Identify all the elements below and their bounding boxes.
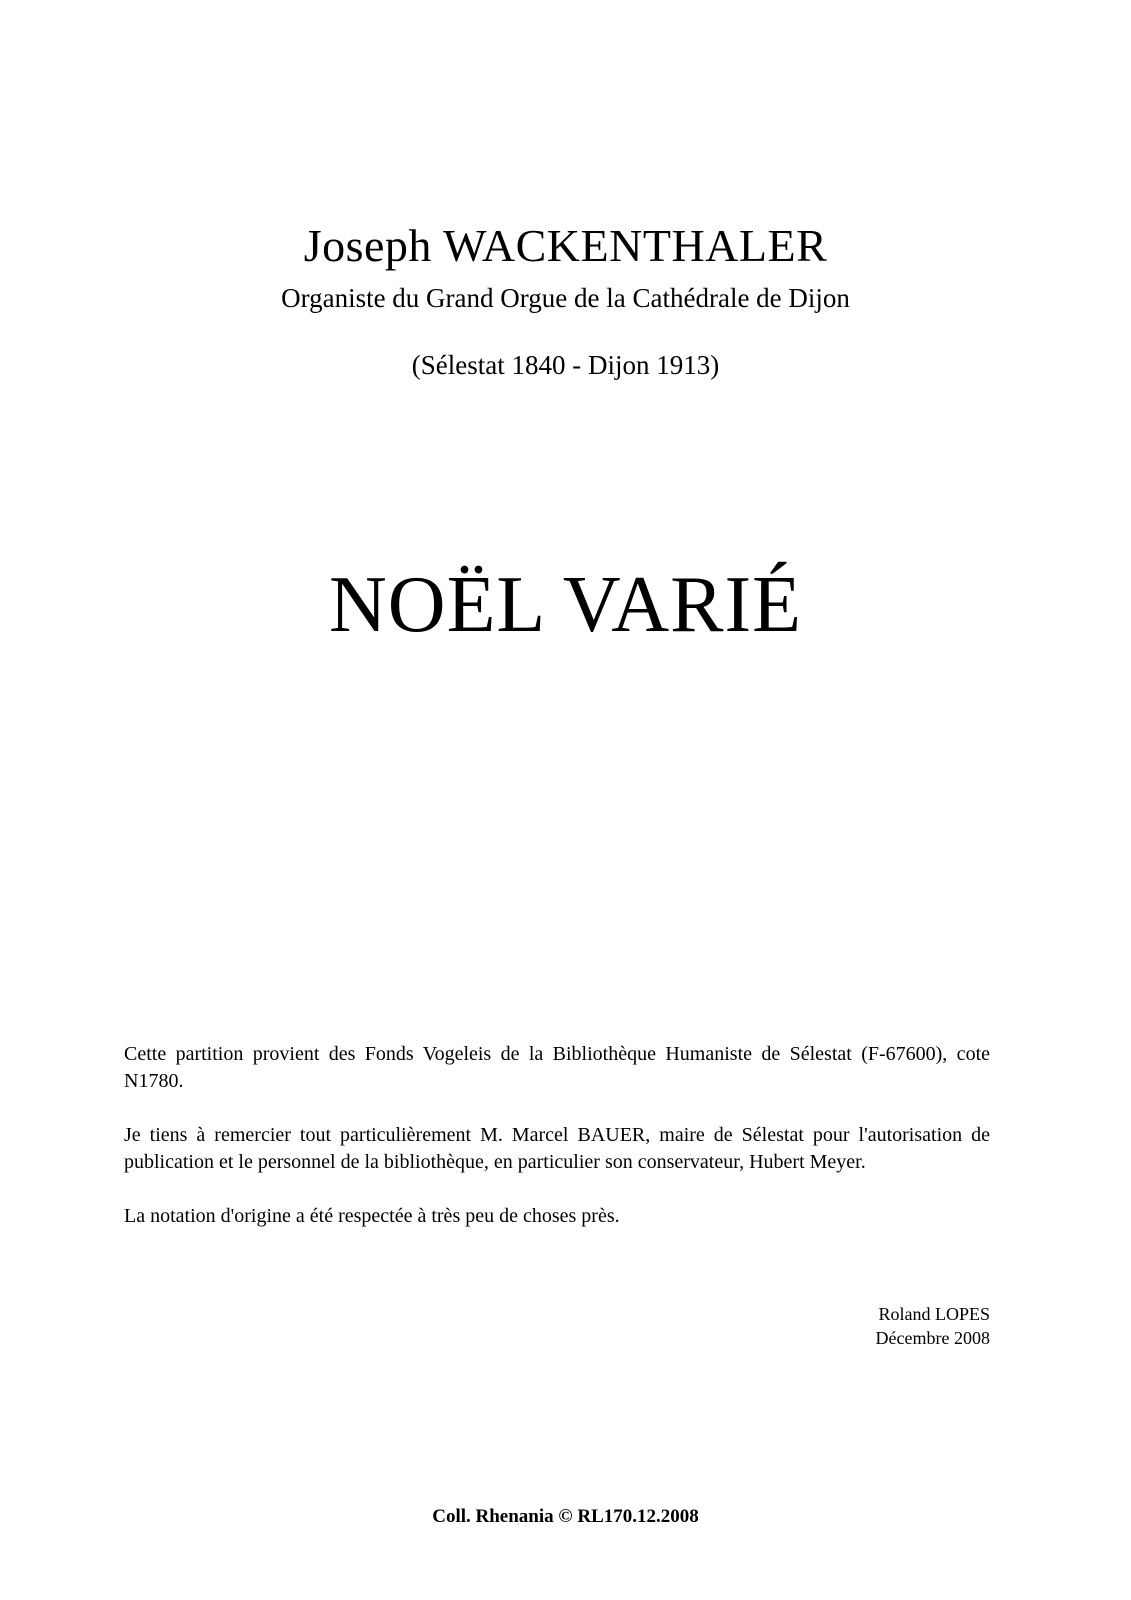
notes-paragraph-source: Cette partition provient des Fonds Vogeleis de la Bibliothèque Humaniste de Sélestat (F-67600), cote N1780. (124, 1043, 990, 1092)
composer-subtitle: Organiste du Grand Orgue de la Cathédrale de Dijon (281, 283, 850, 313)
signature-block (876, 1302, 990, 1350)
composer-name: Joseph WACKENTHALER (303, 220, 828, 271)
collection-footer: Coll. Rhenania © RL170.12.2008 (432, 1506, 699, 1527)
piece-title: NOËL VARIÉ (329, 561, 802, 649)
signature-date: Décembre 2008 (875, 1328, 990, 1348)
notes-section (124, 1041, 990, 1230)
notes-paragraph-thanks: Je tiens à remercier tout particulièrement M. Marcel BAUER, maire de Sélestat pour l'autorisation de publication et le personnel de la bibliothèque, en particulier son conservateur, Hubert Meyer. (124, 1124, 990, 1173)
composer-dates: (Sélestat 1840 - Dijon 1913) (411, 350, 720, 380)
notes-paragraph-notation: La notation d'origine a été respectée à très peu de choses près. (124, 1205, 620, 1227)
signature-name: Roland LOPES (878, 1304, 990, 1324)
